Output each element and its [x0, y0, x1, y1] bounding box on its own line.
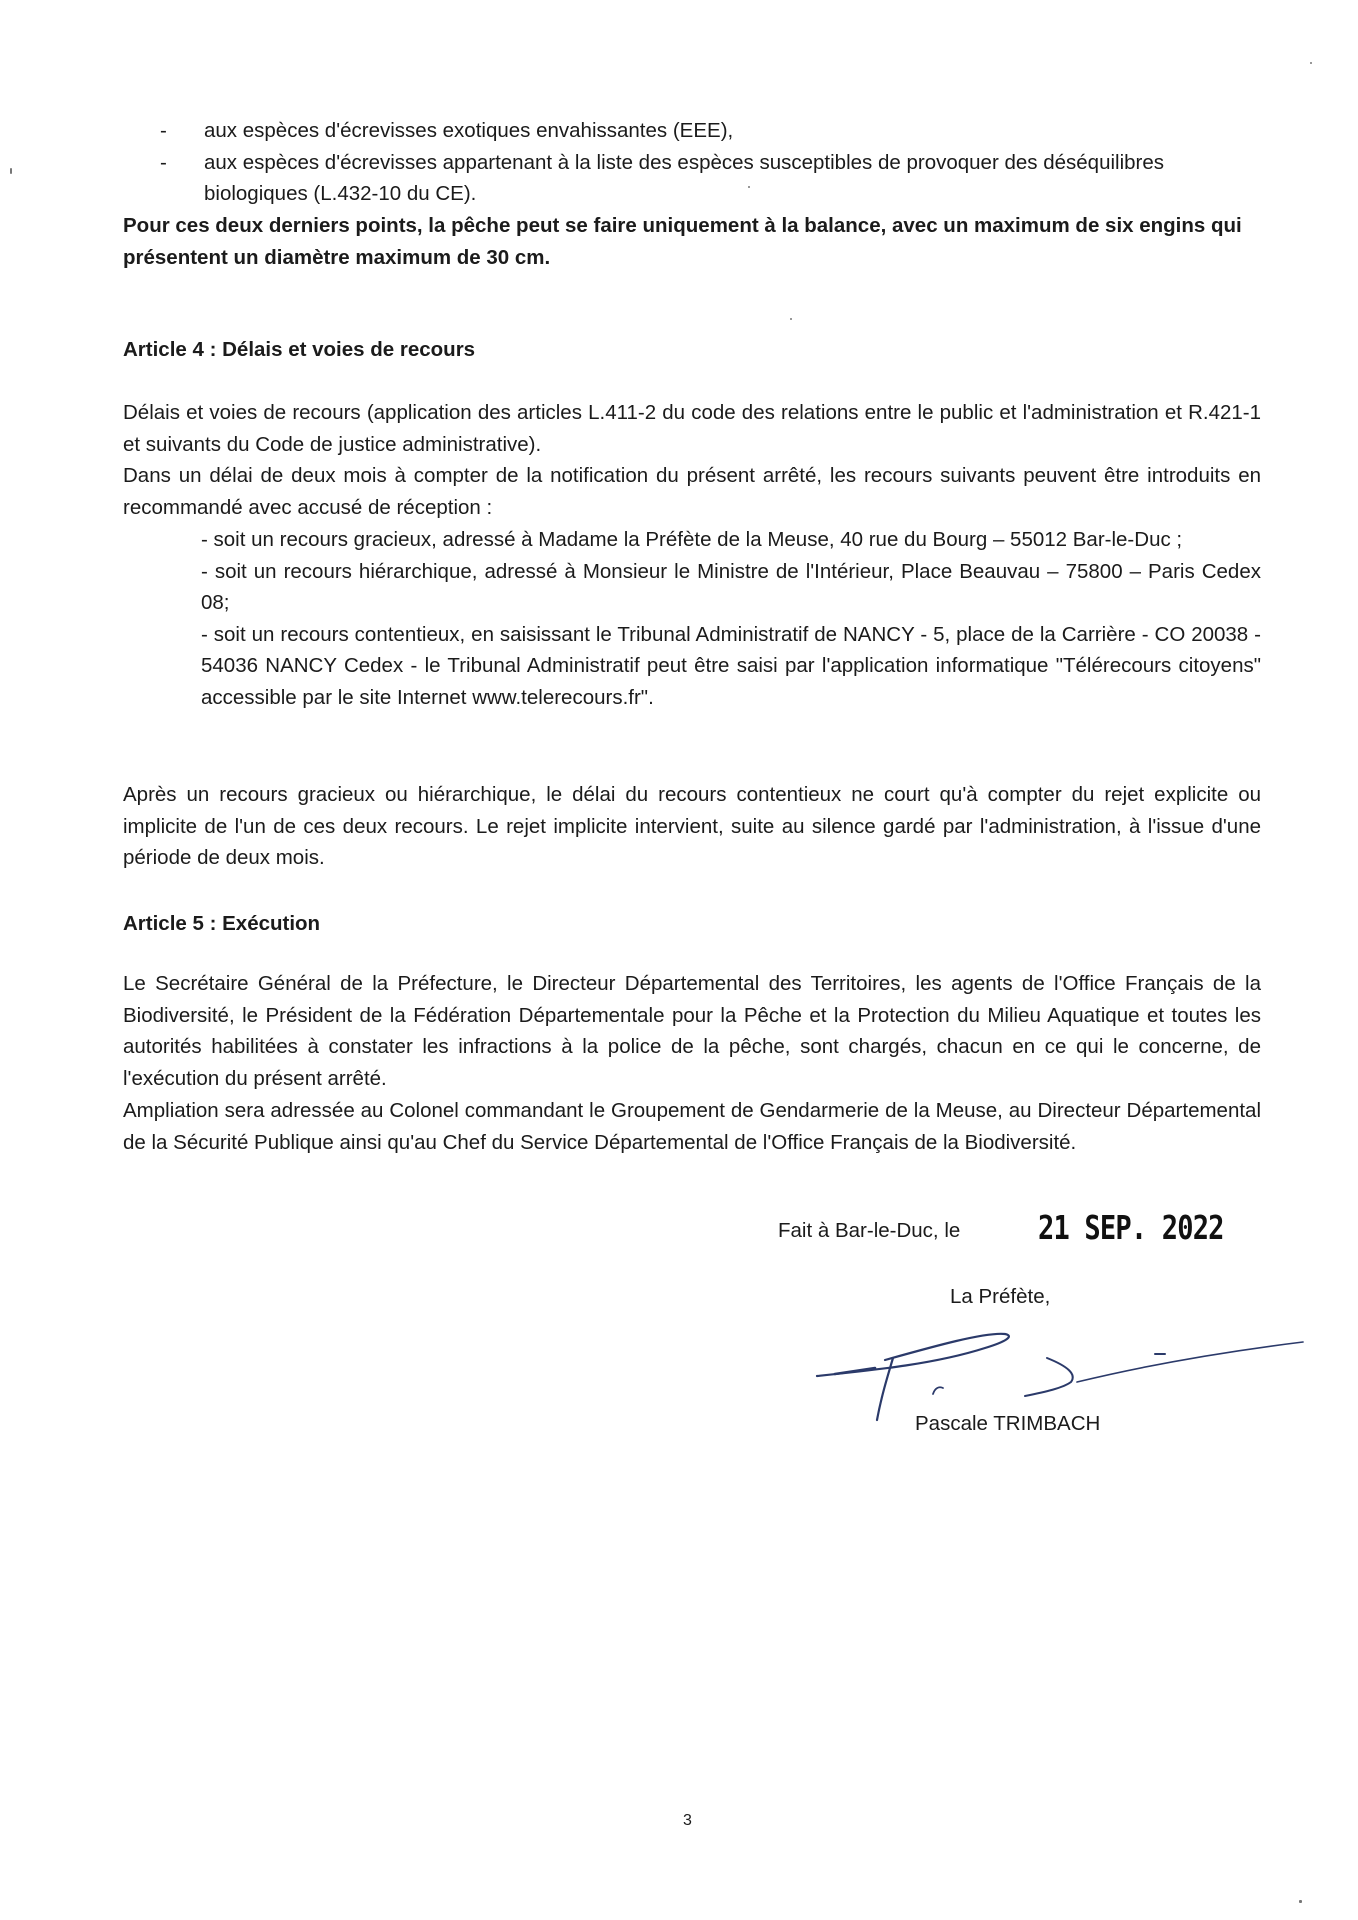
signer-title: La Préfète,: [950, 1285, 1051, 1308]
recourse-contentieux: - soit un recours contentieux, en saisissant le Tribunal Administratif de NANCY - 5, place de la Carrière - CO 20038 - 54036 NANCY Cedex - le Tribunal Administratif peut être saisi par l'application informatique "Télérecours citoyens" accessible par le site Internet www.telerecours.fr".: [201, 622, 1261, 709]
scan-speck: [748, 186, 750, 188]
bullet-item: [160, 147, 1270, 210]
bullet-dash: -: [160, 150, 167, 174]
article4-recourse-list: [123, 524, 1261, 713]
scan-speck: [1299, 1900, 1302, 1903]
scan-speck: [790, 318, 792, 320]
date-stamp: 21 SEP. 2022: [1038, 1208, 1224, 1247]
bullet-text: aux espèces d'écrevisses exotiques envahissantes (EEE),: [204, 119, 734, 142]
signature-place: Fait à Bar-le-Duc, le: [778, 1219, 961, 1242]
article4-intro: Délais et voies de recours (application des articles L.411-2 du code des relations entre le public et l'administration et R.421-1 et suivants du Code de justice administrative).: [123, 401, 1261, 456]
bullet-dash: -: [160, 119, 167, 142]
article4-lead: Dans un délai de deux mois à compter de la notification du présent arrêté, les recours suivants peuvent être introduits en recommandé avec accusé de réception :: [123, 464, 1261, 519]
bullet-text: aux espèces d'écrevisses appartenant à la liste des espèces susceptibles de provoquer des déséquilibres biologiques (L.432-10 du CE).: [204, 150, 1165, 205]
article5-heading: Article 5 : Exécution: [123, 912, 321, 935]
recourse-hierarchique: - soit un recours hiérarchique, adressé à Monsieur le Ministre de l'Intérieur, Place Beauvau – 75800 – Paris Cedex 08;: [201, 559, 1261, 614]
article4-heading: Article 4 : Délais et voies de recours: [123, 338, 476, 361]
article5-paragraph-1: Le Secrétaire Général de la Préfecture, le Directeur Départemental des Territoires, les agents de l'Office Français de la Biodiversité, le Président de la Fédération Départementale pour la Pêche et la Protection du Milieu Aquatique et toutes les autorités habilitées à constater les infractions à la police de la pêche, sont chargés, chacun en ce qui le concerne, de l'exécution du présent arrêté.: [123, 972, 1261, 1090]
scan-speck: [1310, 62, 1312, 64]
article5-paragraph-2: Ampliation sera adressée au Colonel commandant le Groupement de Gendarmerie de la Meuse, au Directeur Départemental de la Sécurité Publique ainsi qu'au Chef du Service Départemental de l'Office Français de la Biodiversité.: [123, 1099, 1261, 1154]
recourse-gracieux: - soit un recours gracieux, adressé à Madame la Préfète de la Meuse, 40 rue du Bourg – 55012 Bar-le-Duc ;: [201, 528, 1183, 551]
bold-note: Pour ces deux derniers points, la pêche peut se faire uniquement à la balance, avec un maximum de six engins qui présentent un diamètre maximum de 30 cm.: [123, 214, 1242, 269]
bullet-list: [160, 115, 1270, 210]
article4-closing: Après un recours gracieux ou hiérarchique, le délai du recours contentieux ne court qu'à compter du rejet explicite ou implicite de l'un de ces deux recours. Le rejet implicite intervient, suite au silence gardé par l'administration, à l'issue d'une période de deux mois.: [123, 783, 1261, 869]
signer-name: Pascale TRIMBACH: [915, 1412, 1101, 1435]
scan-speck: [10, 168, 12, 174]
bullet-item: [160, 115, 1270, 147]
page-number: 3: [683, 1812, 692, 1829]
